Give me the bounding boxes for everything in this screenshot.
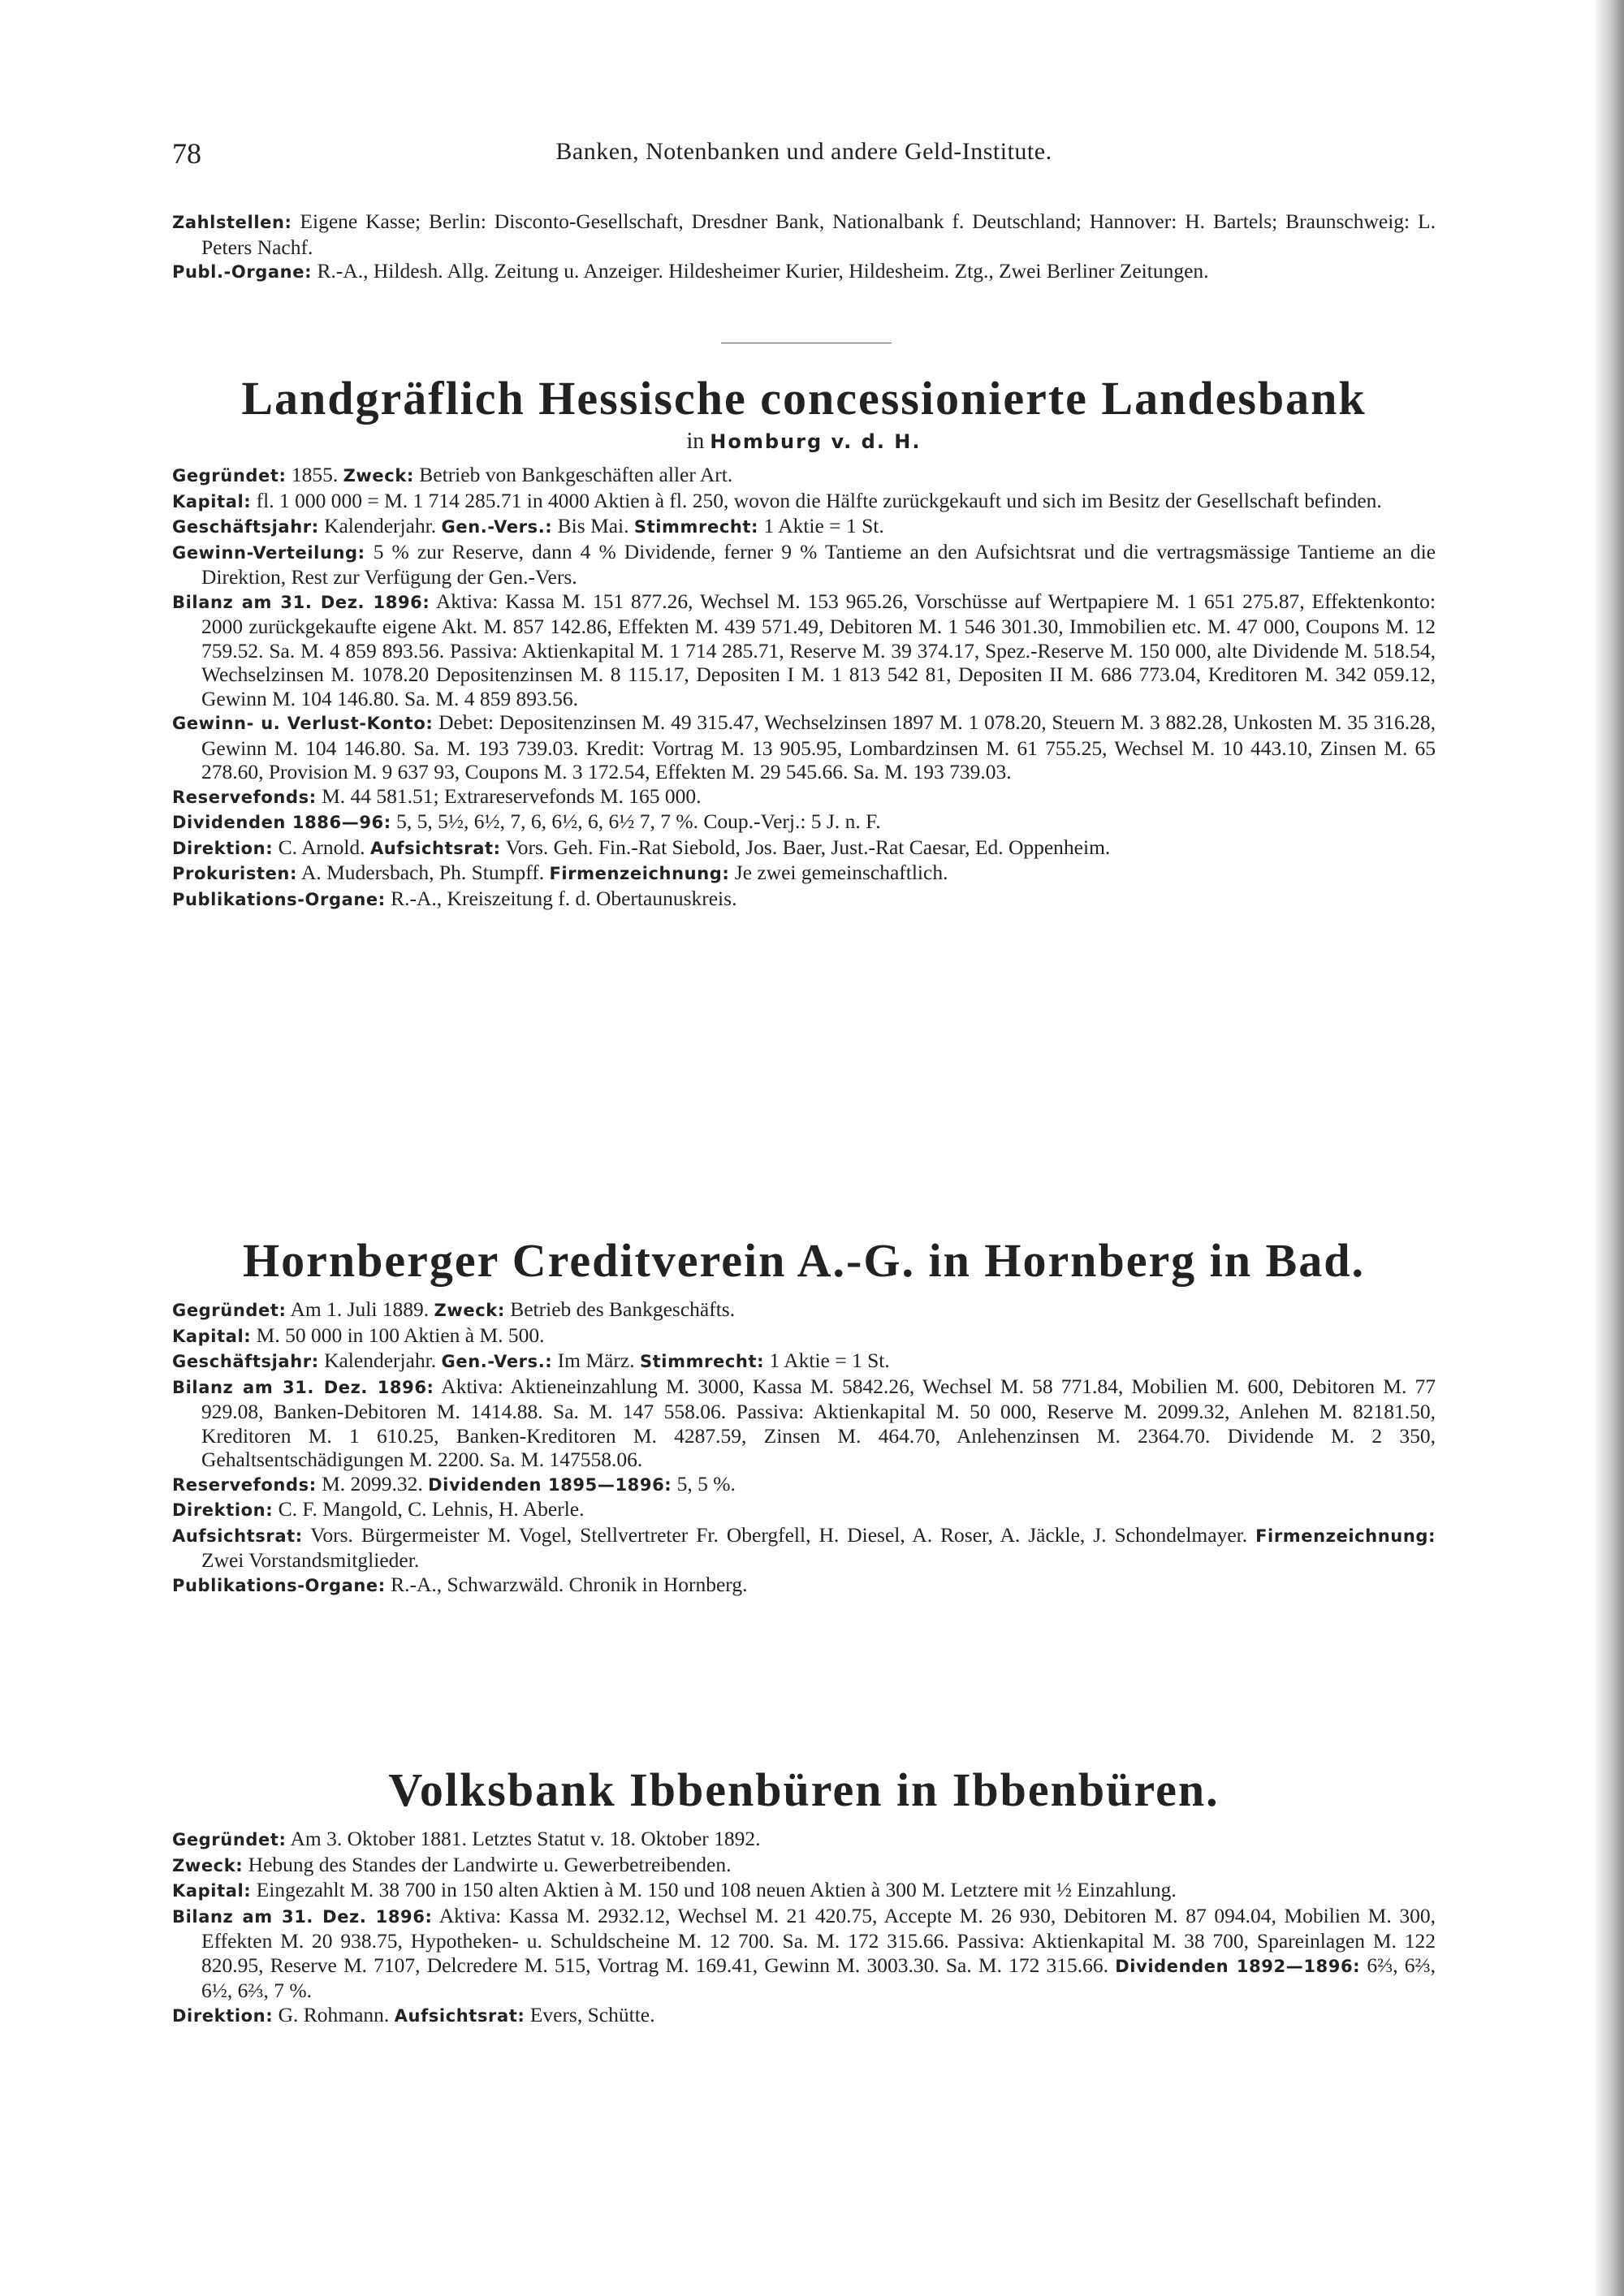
intro-publ-organe: Publ.-Organe: R.-A., Hildesh. Allg. Zeitung u. Anzeiger. Hildesheimer Kurier, Hildesheim. Ztg., Zwei Berliner Zeitungen.	[172, 259, 1209, 283]
entry-gegruendet: Gegründet: 1855. Zweck: Betrieb von Bankgeschäften aller Art.	[172, 463, 733, 486]
bank-entry-volksbank	[172, 1763, 1436, 2028]
page-number: 78	[172, 137, 201, 170]
intro-zahlstellen: Zahlstellen: Eigene Kasse; Berlin: Disconto-Gesellschaft, Dresdner Bank, Nationalbank f. Deutschland; Hannover: H. Bartels; Braunschweig: L. Peters Nachf.	[172, 209, 1436, 259]
entry-gewinn-verteilung: Gewinn-Verteilung: 5 % zur Reserve, dann 4 % Dividende, ferner 9 % Tantieme an den Aufsichtsrat und die vertragsmässige Tantieme an die Direktion, Rest zur Verfügung der Gen.-Vers.	[172, 539, 1436, 589]
entry-kapital: Kapital: Eingezahlt M. 38 700 in 150 alten Aktien à M. 150 und 108 neuen Aktien à 300 M. Letztere mit ½ Einzahlung.	[172, 1878, 1177, 1901]
entry-reservefonds: Reservefonds: M. 44 581.51; Extrareservefonds M. 165 000.	[172, 783, 702, 808]
entry-reservefonds: Reservefonds: M. 2099.32. Dividenden 1895—1896: 5, 5 %.	[172, 1471, 736, 1495]
entry-kapital: Kapital: M. 50 000 in 100 Aktien à M. 500.	[172, 1323, 545, 1347]
bank-entry-landesbank	[172, 372, 1436, 912]
entry-direktion: Direktion: C. Arnold. Aufsichtsrat: Vors. Geh. Fin.-Rat Siebold, Jos. Baer, Just.-Rat Caesar, Ed. Oppenheim.	[172, 835, 1111, 859]
entry-bilanz: Bilanz am 31. Dez. 1896: Aktiva: Kassa M. 151 877.26, Wechsel M. 153 965.26, Vorschüsse auf Wertpapiere M. 1 651 275.87, Effektenkonto: 2000 zurückgekaufte eigene Akt. M. 857 142.86, Effekten M. 439 571.49, Debitoren M. 1 546 301.30, Immobilien etc. M. 47 000, Coupons M. 12 759.52. Sa. M. 4 859 893.56. Passiva: Aktienkapital M. 1 714 285.71, Reserve M. 39 374.17, Spez.-Reserve M. 150 000, alte Dividende M. 518.54, Wechselzinsen M. 1078.20 Depositenzinsen M. 8 115.17, Depositen I M. 1 813 542 81, Depositen II M. 686 773.04, Kreditoren M. 342 059.12, Gewinn M. 104 146.80. Sa. M. 4 859 893.56.	[172, 589, 1436, 710]
entry-geschaeftsjahr: Geschäftsjahr: Kalenderjahr. Gen.-Vers.: Bis Mai. Stimmrecht: 1 Aktie = 1 St.	[172, 514, 884, 537]
entry-publikations-organe: Publikations-Organe: R.-A., Schwarzwäld. Chronik in Hornberg.	[172, 1572, 748, 1596]
entry-bilanz: Bilanz am 31. Dez. 1896: Aktiva: Kassa M. 2932.12, Wechsel M. 21 420.75, Accepte M. 26 930, Debitoren M. 87 094.04, Mobilien M. 300, Effekten M. 20 938.75, Hypotheken- u. Schuldscheine M. 12 700. Sa. M. 172 315.66. Passiva: Aktienkapital M. 38 700, Spareinlagen M. 122 820.95, Reserve M. 7107, Delcredere M. 515, Vortrag M. 169.41, Gewinn M. 3003.30. Sa. M. 172 315.66. Dividenden 1892—1896: 6⅔, 6⅔, 6½, 6⅔, 7 %.	[172, 1903, 1436, 2002]
entry-zweck: Zweck: Hebung des Standes der Landwirte u. Gewerbetreibenden.	[172, 1852, 732, 1876]
entry-gewinn-verlust: Gewinn- u. Verlust-Konto: Debet: Depositenzinsen M. 49 315.47, Wechselzinsen 1897 M. 1 078.20, Steuern M. 3 882.28, Unkosten M. 35 316.28, Gewinn M. 104 146.80. Sa. M. 193 739.03. Kredit: Vortrag M. 13 905.95, Lombardzinsen M. 61 755.25, Wechsel M. 10 443.10, Zinsen M. 65 278.60, Provision M. 9 637 93, Coupons M. 3 172.54, Effekten M. 29 545.66. Sa. M. 193 739.03.	[172, 710, 1436, 783]
entry-geschaeftsjahr: Geschäftsjahr: Kalenderjahr. Gen.-Vers.: Im März. Stimmrecht: 1 Aktie = 1 St.	[172, 1349, 890, 1372]
bank-title: Hornberger Creditverein A.-G. in Hornberg in Bad.	[242, 1234, 1365, 1287]
entry-publikations-organe: Publikations-Organe: R.-A., Kreiszeitung f. d. Obertaunuskreis.	[172, 886, 737, 910]
bank-title: Volksbank Ibbenbüren in Ibbenbüren.	[388, 1763, 1220, 1816]
entry-aufsichtsrat: Aufsichtsrat: Vors. Bürgermeister M. Vogel, Stellvertreter Fr. Obergfell, H. Diesel, A. Roser, A. Jäckle, J. Schondelmayer. Firmenzeichnung: Zwei Vorstandsmitglieder.	[172, 1522, 1436, 1572]
entry-gegruendet: Gegründet: Am 1. Juli 1889. Zweck: Betrieb des Bankgeschäfts.	[172, 1297, 736, 1321]
running-head: Banken, Notenbanken und andere Geld-Institute.	[555, 138, 1052, 165]
entry-dividenden: Dividenden 1886—96: 5, 5, 5½, 6½, 7, 6, 6½, 6, 6½ 7, 7 %. Coup.-Verj.: 5 J. n. F.	[172, 809, 881, 833]
bank-entry-hornberger	[172, 1234, 1436, 1598]
bank-title: Landgräflich Hessische concessionierte Landesbank	[241, 372, 1367, 425]
entry-gegruendet: Gegründet: Am 3. Oktober 1881. Letztes Statut v. 18. Oktober 1892.	[172, 1827, 761, 1850]
entry-prokuristen: Prokuristen: A. Mudersbach, Ph. Stumpff. Firmenzeichnung: Je zwei gemeinschaftlich.	[172, 861, 948, 884]
entry-direktion: Direktion: C. F. Mangold, C. Lehnis, H. Aberle.	[172, 1497, 585, 1521]
entry-direktion: Direktion: G. Rohmann. Aufsichtsrat: Evers, Schütte.	[172, 2002, 655, 2026]
bank-location: in Homburg v. d. H.	[686, 429, 922, 454]
entry-bilanz: Bilanz am 31. Dez. 1896: Aktiva: Aktieneinzahlung M. 3000, Kassa M. 5842.26, Wechsel M. 58 771.84, Mobilien M. 600, Debitoren M. 77 929.08, Banken-Debitoren M. 1414.88. Sa. M. 147 558.06. Passiva: Aktienkapital M. 50 000, Reserve M. 2099.32, Anlehen M. 82181.50, Kreditoren M. 1 610.25, Banken-Kreditoren M. 4287.59, Zinsen M. 464.70, Anlehenzinsen M. 2364.70. Dividende M. 2 350, Gehaltsentschädigungen M. 2200. Sa. M. 147558.06.	[172, 1374, 1436, 1471]
entry-kapital: Kapital: fl. 1 000 000 = M. 1 714 285.71 in 4000 Aktien à fl. 250, wovon die Hälfte zurückgekauft und sich im Besitz der Gesellschaft befinden.	[172, 488, 1382, 512]
page-edge-shadow	[1595, 0, 1624, 2296]
intro-section	[172, 209, 1436, 285]
page-header	[172, 136, 1436, 172]
